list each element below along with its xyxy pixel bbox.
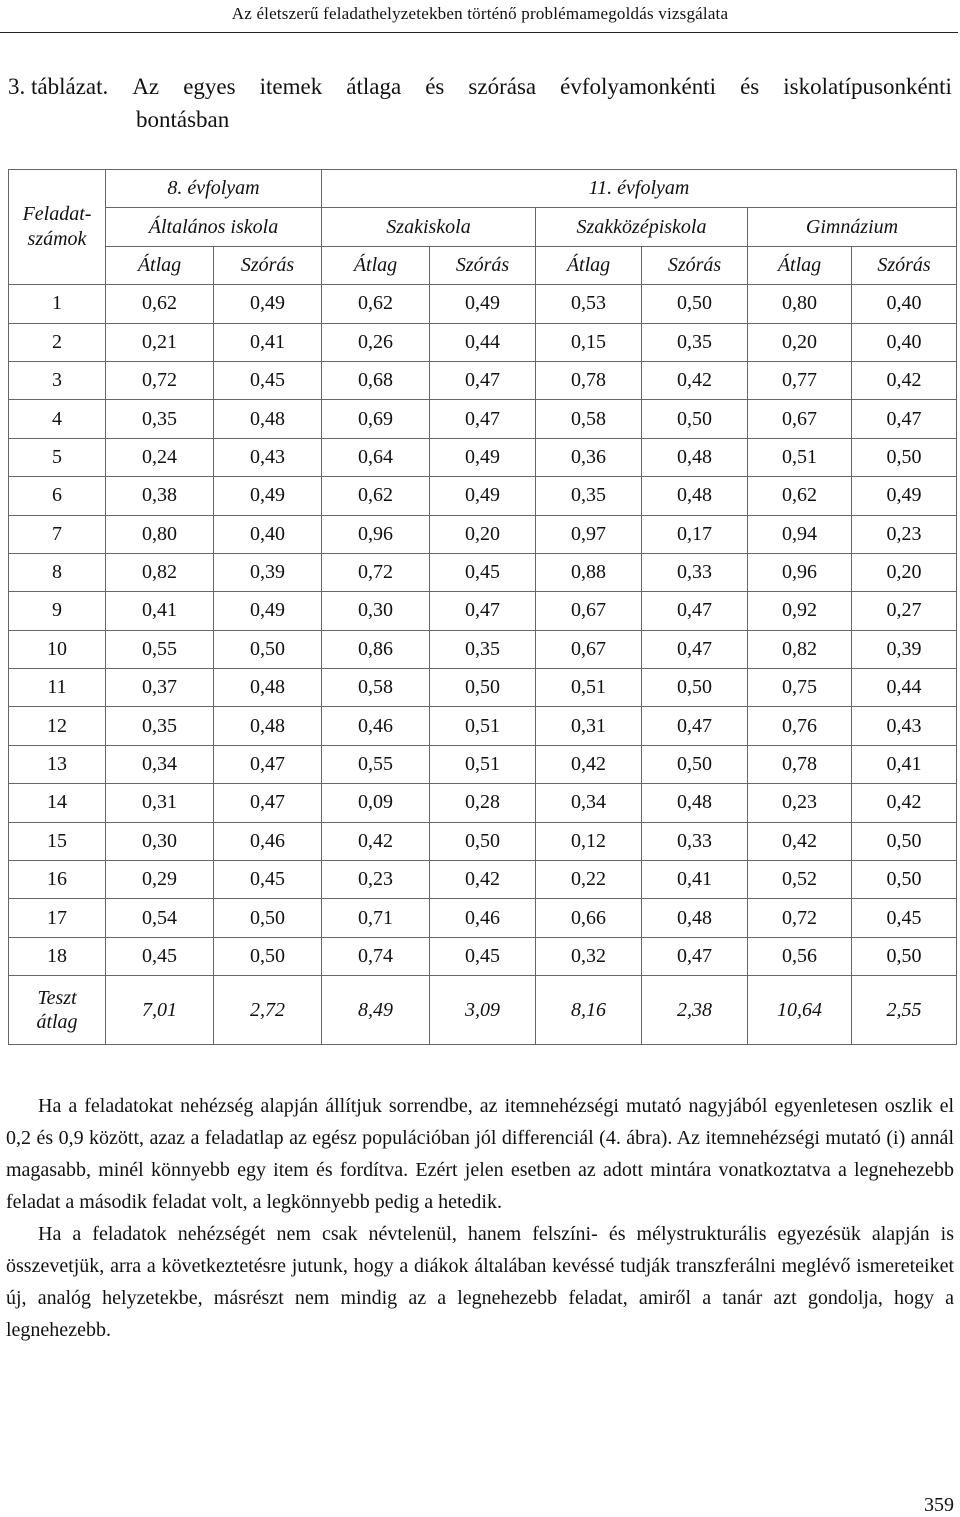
value-cell: 0,47 xyxy=(214,745,322,783)
value-cell: 0,55 xyxy=(322,745,430,783)
value-cell: 0,66 xyxy=(536,899,642,937)
table-row xyxy=(9,400,957,438)
header-rule xyxy=(0,32,958,33)
table-row xyxy=(9,707,957,745)
average-cell: 2,55 xyxy=(852,976,957,1045)
value-cell: 0,47 xyxy=(430,400,536,438)
table-row xyxy=(9,899,957,937)
value-cell: 0,42 xyxy=(748,822,852,860)
value-cell: 0,62 xyxy=(106,285,214,323)
value-cell: 0,21 xyxy=(106,323,214,361)
value-cell: 0,38 xyxy=(106,477,214,515)
value-cell: 0,41 xyxy=(214,323,322,361)
value-cell: 0,88 xyxy=(536,553,642,591)
item-number-cell: 5 xyxy=(9,438,106,476)
results-table xyxy=(8,169,957,1045)
value-cell: 0,50 xyxy=(642,669,748,707)
item-number-cell: 18 xyxy=(9,937,106,975)
caption-word: évfolyamonkénti xyxy=(560,74,717,99)
value-cell: 0,47 xyxy=(214,784,322,822)
value-cell: 0,96 xyxy=(322,515,430,553)
value-cell: 0,45 xyxy=(214,361,322,399)
item-number-cell: 13 xyxy=(9,745,106,783)
value-cell: 0,77 xyxy=(748,361,852,399)
table-row xyxy=(9,515,957,553)
table-row xyxy=(9,592,957,630)
value-cell: 0,45 xyxy=(214,861,322,899)
value-cell: 0,50 xyxy=(214,630,322,668)
value-cell: 0,28 xyxy=(430,784,536,822)
value-cell: 0,49 xyxy=(214,592,322,630)
value-cell: 0,50 xyxy=(430,822,536,860)
value-cell: 0,39 xyxy=(214,553,322,591)
value-cell: 0,45 xyxy=(430,553,536,591)
value-cell: 0,45 xyxy=(430,937,536,975)
value-cell: 0,23 xyxy=(748,784,852,822)
average-row-label xyxy=(9,976,106,1045)
item-number-cell: 4 xyxy=(9,400,106,438)
value-cell: 0,53 xyxy=(536,285,642,323)
stat-header: Átlag xyxy=(322,246,430,284)
value-cell: 0,47 xyxy=(430,592,536,630)
value-cell: 0,48 xyxy=(642,784,748,822)
value-cell: 0,44 xyxy=(852,669,957,707)
value-cell: 0,49 xyxy=(430,477,536,515)
value-cell: 0,33 xyxy=(642,553,748,591)
value-cell: 0,72 xyxy=(106,361,214,399)
average-cell: 2,38 xyxy=(642,976,748,1045)
value-cell: 0,46 xyxy=(322,707,430,745)
value-cell: 0,47 xyxy=(852,400,957,438)
value-cell: 0,47 xyxy=(642,592,748,630)
value-cell: 0,42 xyxy=(536,745,642,783)
item-number-cell: 2 xyxy=(9,323,106,361)
value-cell: 0,72 xyxy=(748,899,852,937)
value-cell: 0,49 xyxy=(214,285,322,323)
value-cell: 0,42 xyxy=(430,861,536,899)
average-cell: 7,01 xyxy=(106,976,214,1045)
average-cell: 8,16 xyxy=(536,976,642,1045)
value-cell: 0,43 xyxy=(214,438,322,476)
item-number-cell: 9 xyxy=(9,592,106,630)
table-row xyxy=(9,438,957,476)
caption-word: itemek xyxy=(259,74,323,99)
value-cell: 0,50 xyxy=(642,745,748,783)
value-cell: 0,82 xyxy=(748,630,852,668)
value-cell: 0,22 xyxy=(536,861,642,899)
value-cell: 0,35 xyxy=(430,630,536,668)
item-number-cell: 11 xyxy=(9,669,106,707)
value-cell: 0,74 xyxy=(322,937,430,975)
stat-header: Átlag xyxy=(106,246,214,284)
value-cell: 0,47 xyxy=(430,361,536,399)
corner-header xyxy=(9,170,106,285)
value-cell: 0,40 xyxy=(852,285,957,323)
value-cell: 0,35 xyxy=(106,707,214,745)
stat-header: Szórás xyxy=(214,246,322,284)
item-number-cell: 12 xyxy=(9,707,106,745)
value-cell: 0,68 xyxy=(322,361,430,399)
value-cell: 0,49 xyxy=(430,285,536,323)
value-cell: 0,52 xyxy=(748,861,852,899)
value-cell: 0,78 xyxy=(748,745,852,783)
item-number-cell: 7 xyxy=(9,515,106,553)
average-cell: 8,49 xyxy=(322,976,430,1045)
average-label-line: átlag xyxy=(36,1011,78,1034)
value-cell: 0,86 xyxy=(322,630,430,668)
table-row xyxy=(9,553,957,591)
value-cell: 0,40 xyxy=(214,515,322,553)
value-cell: 0,48 xyxy=(214,707,322,745)
value-cell: 0,50 xyxy=(642,285,748,323)
value-cell: 0,49 xyxy=(214,477,322,515)
value-cell: 0,58 xyxy=(322,669,430,707)
value-cell: 0,48 xyxy=(214,400,322,438)
value-cell: 0,67 xyxy=(748,400,852,438)
value-cell: 0,50 xyxy=(852,937,957,975)
value-cell: 0,72 xyxy=(322,553,430,591)
average-label-line: Teszt xyxy=(37,987,77,1010)
average-row xyxy=(9,976,957,1045)
value-cell: 0,55 xyxy=(106,630,214,668)
value-cell: 0,76 xyxy=(748,707,852,745)
table-row xyxy=(9,361,957,399)
value-cell: 0,56 xyxy=(748,937,852,975)
table-row xyxy=(9,784,957,822)
value-cell: 0,48 xyxy=(214,669,322,707)
value-cell: 0,43 xyxy=(852,707,957,745)
value-cell: 0,50 xyxy=(852,861,957,899)
caption-word: szórása xyxy=(468,74,537,99)
value-cell: 0,62 xyxy=(322,477,430,515)
value-cell: 0,51 xyxy=(536,669,642,707)
school-header: Általános iskola xyxy=(106,208,322,246)
average-cell: 2,72 xyxy=(214,976,322,1045)
value-cell: 0,33 xyxy=(642,822,748,860)
table-row xyxy=(9,822,957,860)
grade-header-11: 11. évfolyam xyxy=(322,170,957,208)
item-number-cell: 10 xyxy=(9,630,106,668)
page-number: 359 xyxy=(924,1494,954,1516)
value-cell: 0,32 xyxy=(536,937,642,975)
table-row xyxy=(9,861,957,899)
value-cell: 0,31 xyxy=(106,784,214,822)
value-cell: 0,80 xyxy=(748,285,852,323)
value-cell: 0,67 xyxy=(536,592,642,630)
value-cell: 0,41 xyxy=(642,861,748,899)
value-cell: 0,47 xyxy=(642,707,748,745)
value-cell: 0,67 xyxy=(536,630,642,668)
value-cell: 0,31 xyxy=(536,707,642,745)
value-cell: 0,47 xyxy=(642,937,748,975)
school-header: Szakközépiskola xyxy=(536,208,748,246)
item-number-cell: 8 xyxy=(9,553,106,591)
value-cell: 0,45 xyxy=(852,899,957,937)
value-cell: 0,50 xyxy=(430,669,536,707)
caption-line-1 xyxy=(8,70,952,103)
value-cell: 0,50 xyxy=(214,937,322,975)
value-cell: 0,48 xyxy=(642,477,748,515)
item-number-cell: 14 xyxy=(9,784,106,822)
value-cell: 0,62 xyxy=(748,477,852,515)
body-text xyxy=(6,1090,954,1346)
value-cell: 0,51 xyxy=(430,707,536,745)
value-cell: 0,20 xyxy=(852,553,957,591)
value-cell: 0,34 xyxy=(106,745,214,783)
table-row xyxy=(9,630,957,668)
value-cell: 0,50 xyxy=(642,400,748,438)
item-number-cell: 17 xyxy=(9,899,106,937)
caption-word: iskolatípusonkénti xyxy=(783,74,952,99)
caption-word: 3. táblázat. xyxy=(8,74,109,99)
stat-header: Szórás xyxy=(852,246,957,284)
table-row xyxy=(9,285,957,323)
caption-line-2: bontásban xyxy=(136,107,230,132)
table-row xyxy=(9,745,957,783)
value-cell: 0,23 xyxy=(322,861,430,899)
value-cell: 0,24 xyxy=(106,438,214,476)
table-row xyxy=(9,477,957,515)
value-cell: 0,50 xyxy=(214,899,322,937)
value-cell: 0,34 xyxy=(536,784,642,822)
value-cell: 0,42 xyxy=(852,784,957,822)
value-cell: 0,64 xyxy=(322,438,430,476)
value-cell: 0,20 xyxy=(748,323,852,361)
corner-header-line: számok xyxy=(27,228,87,251)
caption-word: egyes xyxy=(183,74,236,99)
value-cell: 0,37 xyxy=(106,669,214,707)
value-cell: 0,36 xyxy=(536,438,642,476)
table-row xyxy=(9,323,957,361)
value-cell: 0,75 xyxy=(748,669,852,707)
caption-word: és xyxy=(740,74,760,99)
item-number-cell: 16 xyxy=(9,861,106,899)
value-cell: 0,23 xyxy=(852,515,957,553)
item-number-cell: 15 xyxy=(9,822,106,860)
average-cell: 3,09 xyxy=(430,976,536,1045)
value-cell: 0,50 xyxy=(852,822,957,860)
item-number-cell: 6 xyxy=(9,477,106,515)
value-cell: 0,69 xyxy=(322,400,430,438)
value-cell: 0,48 xyxy=(642,438,748,476)
value-cell: 0,51 xyxy=(748,438,852,476)
value-cell: 0,48 xyxy=(642,899,748,937)
value-cell: 0,97 xyxy=(536,515,642,553)
value-cell: 0,35 xyxy=(536,477,642,515)
paragraph: Ha a feladatok nehézségét nem csak névtelenül, hanem felszíni- és mélystrukturális egyezésük alapján is összevetjük, arra a következtetésre jutunk, hogy a diákok általában kevéssé tudják transzferálni meglévő ismereteiket új, analóg helyzetekbe, másrészt nem mindig az a legnehezebb feladat, amiről a tanár azt gondolja, hogy a legnehezebb. xyxy=(6,1223,954,1341)
value-cell: 0,44 xyxy=(430,323,536,361)
grade-header-8: 8. évfolyam xyxy=(106,170,322,208)
value-cell: 0,29 xyxy=(106,861,214,899)
table-row xyxy=(9,669,957,707)
value-cell: 0,09 xyxy=(322,784,430,822)
stat-header: Szórás xyxy=(642,246,748,284)
value-cell: 0,40 xyxy=(852,323,957,361)
value-cell: 0,46 xyxy=(214,822,322,860)
value-cell: 0,20 xyxy=(430,515,536,553)
value-cell: 0,50 xyxy=(852,438,957,476)
stat-header: Szórás xyxy=(430,246,536,284)
value-cell: 0,12 xyxy=(536,822,642,860)
value-cell: 0,62 xyxy=(322,285,430,323)
value-cell: 0,30 xyxy=(106,822,214,860)
running-head: Az életszerű feladathelyzetekben történő problémamegoldás vizsgálata xyxy=(231,4,729,23)
item-number-cell: 1 xyxy=(9,285,106,323)
value-cell: 0,42 xyxy=(322,822,430,860)
caption-word: Az xyxy=(132,74,160,99)
corner-header-line: Feladat- xyxy=(22,203,92,226)
value-cell: 0,42 xyxy=(852,361,957,399)
value-cell: 0,49 xyxy=(430,438,536,476)
caption-word: és xyxy=(425,74,445,99)
stat-header: Átlag xyxy=(748,246,852,284)
item-number-cell: 3 xyxy=(9,361,106,399)
value-cell: 0,71 xyxy=(322,899,430,937)
table-caption xyxy=(8,70,952,136)
value-cell: 0,82 xyxy=(106,553,214,591)
stat-header: Átlag xyxy=(536,246,642,284)
value-cell: 0,35 xyxy=(642,323,748,361)
average-cell: 10,64 xyxy=(748,976,852,1045)
value-cell: 0,92 xyxy=(748,592,852,630)
value-cell: 0,30 xyxy=(322,592,430,630)
value-cell: 0,49 xyxy=(852,477,957,515)
paragraph: Ha a feladatokat nehézség alapján állítjuk sorrendbe, az itemnehézségi mutató nagyjából egyenletesen oszlik el 0,2 és 0,9 között, azaz a feladatlap az egész populációban jól differenciál (4. ábra). Az itemnehézségi mutató (i) annál magasabb, minél könnyebb egy item és fordítva. Ezért jelen esetben az adott mintára vonatkoztatva a legnehezebb feladat a második feladat volt, a legkönnyebb pedig a hetedik. xyxy=(6,1095,954,1213)
value-cell: 0,42 xyxy=(642,361,748,399)
value-cell: 0,41 xyxy=(852,745,957,783)
value-cell: 0,54 xyxy=(106,899,214,937)
value-cell: 0,27 xyxy=(852,592,957,630)
value-cell: 0,94 xyxy=(748,515,852,553)
value-cell: 0,51 xyxy=(430,745,536,783)
caption-word: átlaga xyxy=(346,74,402,99)
table-row xyxy=(9,937,957,975)
value-cell: 0,26 xyxy=(322,323,430,361)
value-cell: 0,35 xyxy=(106,400,214,438)
value-cell: 0,80 xyxy=(106,515,214,553)
value-cell: 0,41 xyxy=(106,592,214,630)
value-cell: 0,39 xyxy=(852,630,957,668)
value-cell: 0,78 xyxy=(536,361,642,399)
value-cell: 0,58 xyxy=(536,400,642,438)
value-cell: 0,46 xyxy=(430,899,536,937)
value-cell: 0,17 xyxy=(642,515,748,553)
value-cell: 0,45 xyxy=(106,937,214,975)
school-header: Gimnázium xyxy=(748,208,957,246)
value-cell: 0,47 xyxy=(642,630,748,668)
value-cell: 0,15 xyxy=(536,323,642,361)
school-header: Szakiskola xyxy=(322,208,536,246)
value-cell: 0,96 xyxy=(748,553,852,591)
